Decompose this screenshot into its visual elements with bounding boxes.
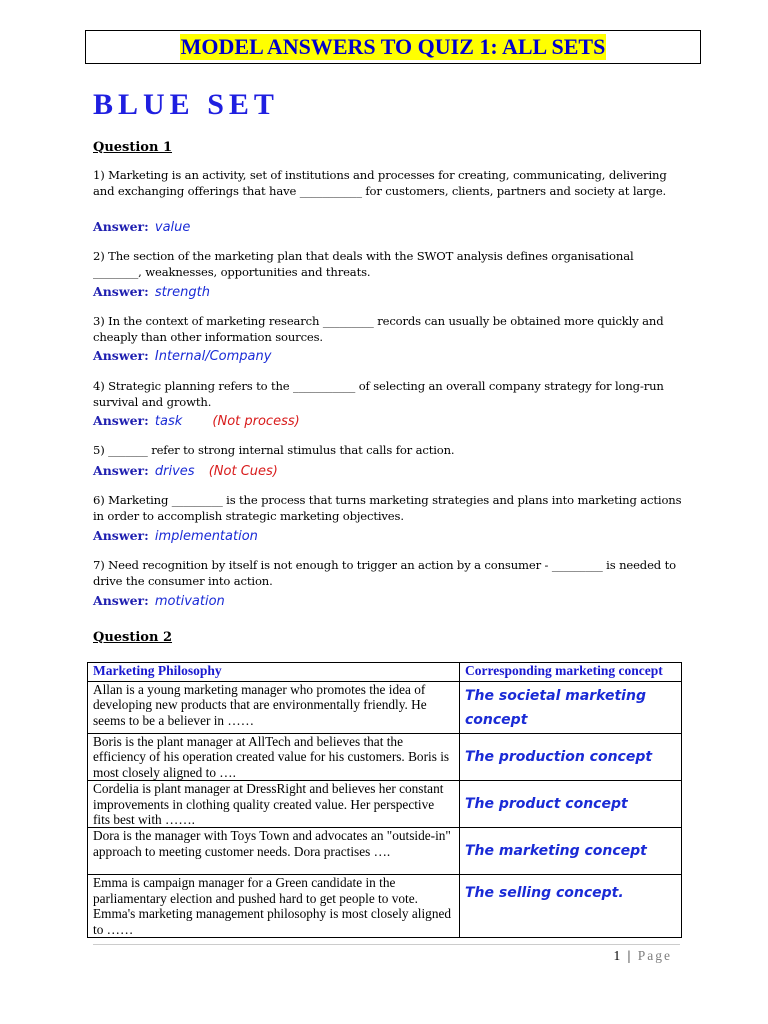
question-1-item-4-answer: [93, 413, 300, 430]
title-box: [85, 30, 701, 64]
concept-cell: The production concept: [460, 734, 682, 781]
column-header-philosophy: Marketing Philosophy: [88, 663, 460, 682]
question-1-item-3-text: 3) In the context of marketing research _________ records can usually be obtained more quickly and cheaply than other information sources.: [93, 314, 664, 344]
answer-value: Internal/Company: [154, 349, 272, 364]
answer-label: Answer:: [93, 593, 149, 608]
philosophy-cell: Dora is the manager with Toys Town and advocates an "outside-in" approach to meeting customer needs. Dora practises ….: [88, 828, 460, 875]
question-1-item-7-answer: [93, 593, 225, 610]
answer-value: drives: [154, 464, 195, 479]
question-1-item-3-answer: [93, 348, 271, 365]
question-2-heading: Question 2: [93, 630, 173, 645]
table-header-row: [88, 663, 682, 682]
question-1-item-2-text: 2) The section of the marketing plan that deals with the SWOT analysis defines organisational ________, weaknesses, opportunities and threats.: [93, 249, 634, 279]
answer-label: Answer:: [93, 463, 149, 478]
question-1-heading: Question 1: [93, 140, 173, 155]
question-1-item-2-answer: [93, 284, 210, 301]
set-heading: BLUE SET: [93, 88, 279, 121]
column-header-concept: Corresponding marketing concept: [460, 663, 682, 682]
answer-label: Answer:: [93, 528, 149, 543]
concept-cell: The product concept: [460, 781, 682, 828]
answer-value: strength: [154, 285, 210, 300]
answer-label: Answer:: [93, 284, 149, 299]
answer-value: implementation: [154, 529, 258, 544]
page-number: 1: [613, 948, 623, 963]
table-row: [88, 734, 682, 781]
answer-label: Answer:: [93, 219, 149, 234]
page-label: Page: [637, 948, 672, 963]
marketing-philosophy-table: [87, 662, 682, 938]
philosophy-cell: Emma is campaign manager for a Green candidate in the parliamentary election and pushed hard to get people to vote. Emma's marketing management philosophy is most closely aligned to ……: [88, 875, 460, 938]
philosophy-cell: Cordelia is plant manager at DressRight and believes her constant improvements in clothing quality created value. Her perspective fits best with …….: [88, 781, 460, 828]
answer-label: Answer:: [93, 348, 149, 363]
answer-label: Answer:: [93, 413, 149, 428]
answer-value: task: [154, 414, 183, 429]
philosophy-cell: Boris is the plant manager at AllTech and believes that the efficiency of his operation created value for his customers. Boris is most closely aligned to ….: [88, 734, 460, 781]
page-footer: [614, 948, 672, 964]
footer-divider: [93, 944, 680, 945]
concept-cell: The societal marketing concept: [460, 682, 682, 734]
answer-note: (Not Cues): [208, 464, 278, 479]
answer-value: value: [154, 220, 191, 235]
concept-cell: The selling concept.: [460, 875, 682, 938]
answer-value: motivation: [154, 594, 225, 609]
question-1-item-5-answer: [93, 463, 278, 480]
question-1-item-4-text: 4) Strategic planning refers to the ___________ of selecting an overall company strategy for long-run survival and growth.: [93, 379, 664, 409]
table-row: [88, 875, 682, 938]
question-1-item-6-answer: [93, 528, 258, 545]
concept-cell: The marketing concept: [460, 828, 682, 875]
footer-separator: |: [627, 948, 633, 963]
question-1-item-5-text: 5) _______ refer to strong internal stimulus that calls for action.: [93, 443, 455, 457]
question-1-item-1-text: 1) Marketing is an activity, set of institutions and processes for creating, communicating, delivering and exchanging offerings that have ___________ for customers, clients, partners and society at large.: [93, 168, 667, 198]
question-1-item-7-text: 7) Need recognition by itself is not enough to trigger an action by a consumer - _________ is needed to drive the consumer into action.: [93, 558, 676, 588]
question-1-item-6-text: 6) Marketing _________ is the process that turns marketing strategies and plans into marketing actions in order to accomplish strategic marketing objectives.: [93, 493, 682, 523]
philosophy-cell: Allan is a young marketing manager who promotes the idea of developing new products that are environmentally friendly. He seems to be a believer in ……: [88, 682, 460, 734]
document-title: MODEL ANSWERS TO QUIZ 1: ALL SETS: [180, 34, 606, 59]
table-row: [88, 781, 682, 828]
answer-note: (Not process): [212, 414, 300, 429]
table-row: [88, 828, 682, 875]
question-1-item-1-answer: [93, 219, 190, 236]
table-row: [88, 682, 682, 734]
